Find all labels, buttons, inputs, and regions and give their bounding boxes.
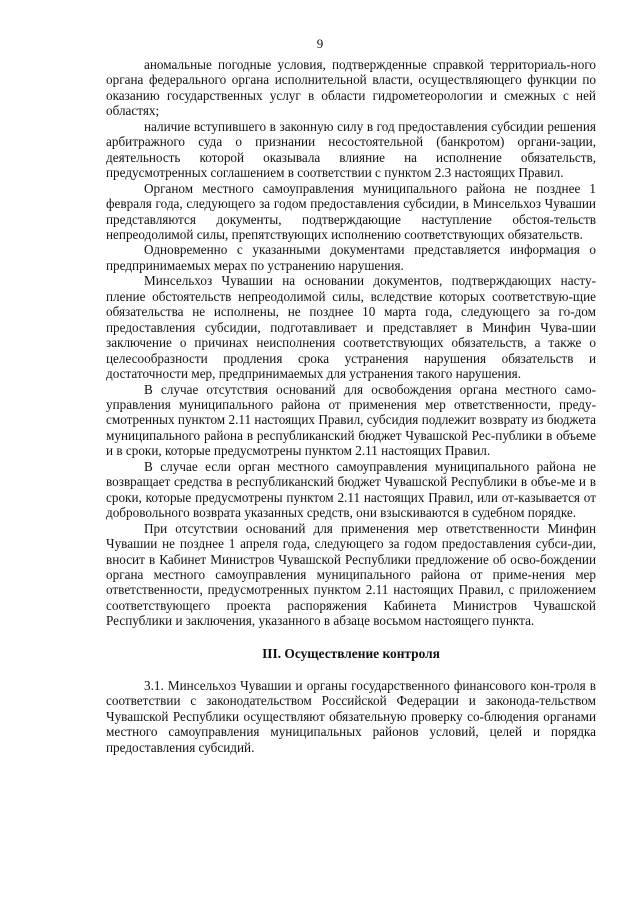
paragraph: Одновременно с указанными документами представляется информация о предпринимаемых мерах по устранению нарушения.	[106, 242, 596, 273]
section-title: III. Осуществление контроля	[262, 645, 440, 661]
paragraph: Минсельхоз Чувашии на основании документов, подтверждающих насту-пление обстоятельств непреодолимой силы, вследствие которых соответствую-щие обязательства не исполнены, не позднее 10 марта года, следующего за го-дом предоставления субсидии, подготавливает и представляет в Минфин Чува-шии заключение о причинах неисполнения соответствующих обязательств, а также о целесообразности продления срока устранения нарушения обязательств и достаточности мер, предпринимаемых для устранения такого нарушения.	[106, 273, 596, 382]
paragraph: аномальные погодные условия, подтвержденные справкой территориаль-ного органа федерального органа исполнительной власти, осуществляющего функции по оказанию государственных услуг в области гидрометеорологии и смежных с ней областях;	[106, 57, 596, 119]
paragraph: В случае если орган местного самоуправления муниципального района не возвращает средства в республиканский бюджет Чувашской Республики в объе-ме и в сроки, которые предусмотрены пунктом 2.11 настоящих Правил, или от-казывается от добровольного возврата указанных средств, они взыскиваются в судебном порядке.	[106, 458, 596, 521]
document-body	[106, 57, 596, 755]
page-number: 9	[316, 36, 324, 51]
paragraph: 3.1. Минсельхоз Чувашии и органы государственного финансового кон-троля в соответствии с законодательством Российской Федерации и законода-тельством Чувашской Республики осуществляют обязательную проверку со-блюдения органами местного самоуправления муниципальных районов условий, целей и порядка предоставления субсидий.	[106, 677, 596, 755]
paragraph: В случае отсутствия оснований для освобождения органа местного само-управления муниципального района от применения мер ответственности, преду-смотренных пунктом 2.11 настоящих Правил, субсидия подлежит возврату из бюджета муниципального района в республиканский бюджет Чувашской Рес-публики в объеме и в сроки, которые предусмотрены пунктом 2.11 настоящих Правил.	[106, 381, 596, 459]
paragraph: При отсутствии оснований для применения мер ответственности Минфин Чувашии не позднее 1 апреля года, следующего за годом предоставления субси-дии, вносит в Кабинет Министров Чувашской Республики предложение об осво-бождении органа местного самоуправления муниципального района от приме-нения мер ответственности, предусмотренных пунктом 2.11 настоящих Правил, с приложением соответствующего проекта распоряжения Кабинета Министров Чувашской Республики и заключения, указанного в абзаце восьмом настоящего пункта.	[106, 520, 596, 629]
paragraph: Органом местного самоуправления муниципального района не позднее 1 февраля года, следующего за годом предоставления субсидии, в Минсельхоз Чувашии представляются документы, подтверждающие наступление обстоя-тельств непреодолимой силы, препятствующих исполнению соответствующих обязательств.	[106, 180, 596, 242]
paragraph: наличие вступившего в законную силу в год предоставления субсидии решения арбитражного суда о признании несостоятельной (банкротом) органи-зации, деятельность которой оказывала влияние на исполнение обязательств, предусмотренных соглашением в соответствии с пунктом 2.3 настоящих Правил.	[106, 118, 596, 181]
